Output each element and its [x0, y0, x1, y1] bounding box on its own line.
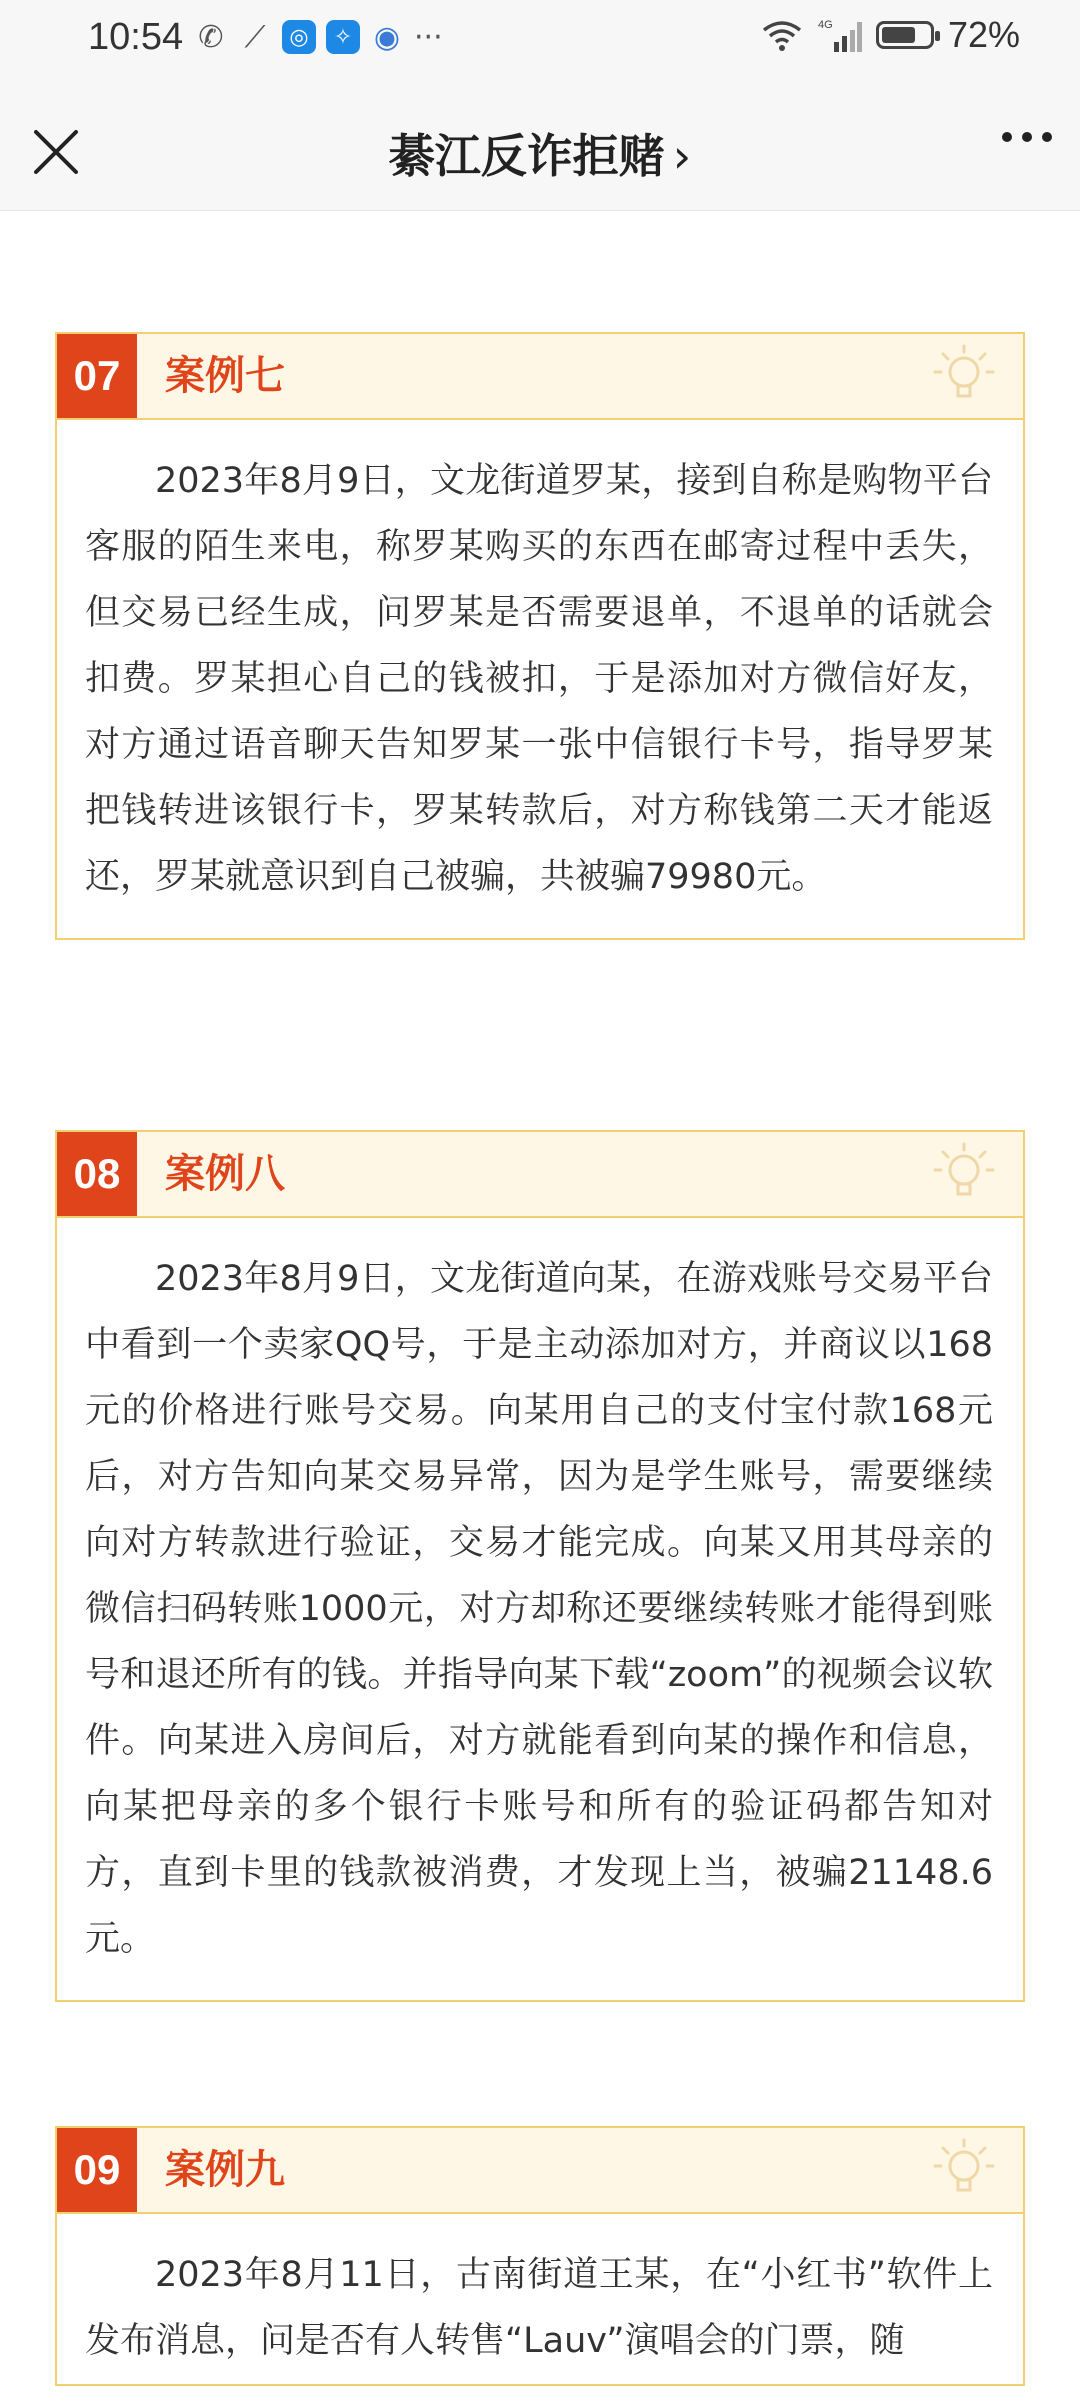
notification-icons [194, 20, 443, 54]
case-title: 案例七 [165, 353, 285, 399]
battery-icon [876, 21, 934, 49]
page-title[interactable] [0, 120, 1080, 186]
more-notifications-icon: ··· [414, 19, 443, 55]
nav-bar [0, 84, 1080, 211]
case-body: 2023年8月9日，文龙街道向某，在游戏账号交易平台中看到一个卖家QQ号，于是主动添加对方，并商议以168元的价格进行账号交易。向某用自己的支付宝付款168元后，对方告知向某交易异常，因为是学生账号，需要继续向对方转款进行验证，交易才能完成。向某又用其母亲的微信扫码转账1000元，对方却称还要继续转账才能得到账号和退还所有的钱。并指导向某下载“zoom”的视频会议软件。向某进入房间后，对方就能看到向某的操作和信息，向某把母亲的多个银行卡账号和所有的验证码都告知对方，直到卡里的钱款被消费，才发现上当，被骗21148.6元。 [85, 1259, 993, 1959]
wifi-icon [760, 18, 804, 52]
case-number: 08 [57, 1132, 137, 1216]
more-dot [1022, 132, 1032, 142]
case-number: 09 [57, 2128, 137, 2212]
lightbulb-icon [929, 2134, 999, 2204]
case-card [55, 2126, 1025, 2386]
more-dot [1042, 132, 1052, 142]
wechat-icon: ✆ [198, 19, 224, 55]
case-body: 2023年8月9日，文龙街道罗某，接到自称是购物平台客服的陌生来电，称罗某购买的东西在邮寄过程中丢失，但交易已经生成，问罗某是否需要退单，不退单的话就会扣费。罗某担心自己的钱被扣，于是添加对方微信好友，对方通过语音聊天告知罗某一张中信银行卡号，指导罗某把钱转进该银行卡，罗某转款后，对方称钱第二天才能返还，罗某就意识到自己被骗，共被骗79980元。 [85, 461, 993, 897]
more-dot [1002, 132, 1012, 142]
globe-icon: ◉ [373, 19, 401, 55]
case-body: 2023年8月11日，古南街道王某，在“小红书”软件上发布消息，问是否有人转售“Lauv”演唱会的门票，随 [85, 2255, 993, 2361]
signal-icon [818, 18, 862, 52]
status-time: 10:54 [88, 16, 184, 58]
case-card-header [57, 334, 1023, 420]
chevron-right-icon: › [672, 129, 692, 183]
battery-fill [882, 27, 915, 43]
more-icon[interactable] [1002, 132, 1052, 142]
network-type: 4G [817, 19, 833, 31]
case-card [55, 332, 1025, 940]
tips-icon: ✧ [326, 20, 360, 54]
case-title: 案例九 [165, 2147, 285, 2193]
case-card [55, 1130, 1025, 2002]
case-card-header [57, 2128, 1023, 2214]
lightbulb-icon [929, 1138, 999, 1208]
link-icon: ⟋ [244, 19, 266, 55]
qq-browser-icon: ◎ [282, 20, 316, 54]
case-card-header [57, 1132, 1023, 1218]
status-bar [0, 0, 1080, 84]
page-title-text: 綦江反诈拒赌 [388, 129, 665, 183]
status-right [760, 14, 1020, 56]
case-number: 07 [57, 334, 137, 418]
case-title: 案例八 [165, 1151, 285, 1197]
lightbulb-icon [929, 340, 999, 410]
battery-percent: 72% [947, 14, 1020, 55]
